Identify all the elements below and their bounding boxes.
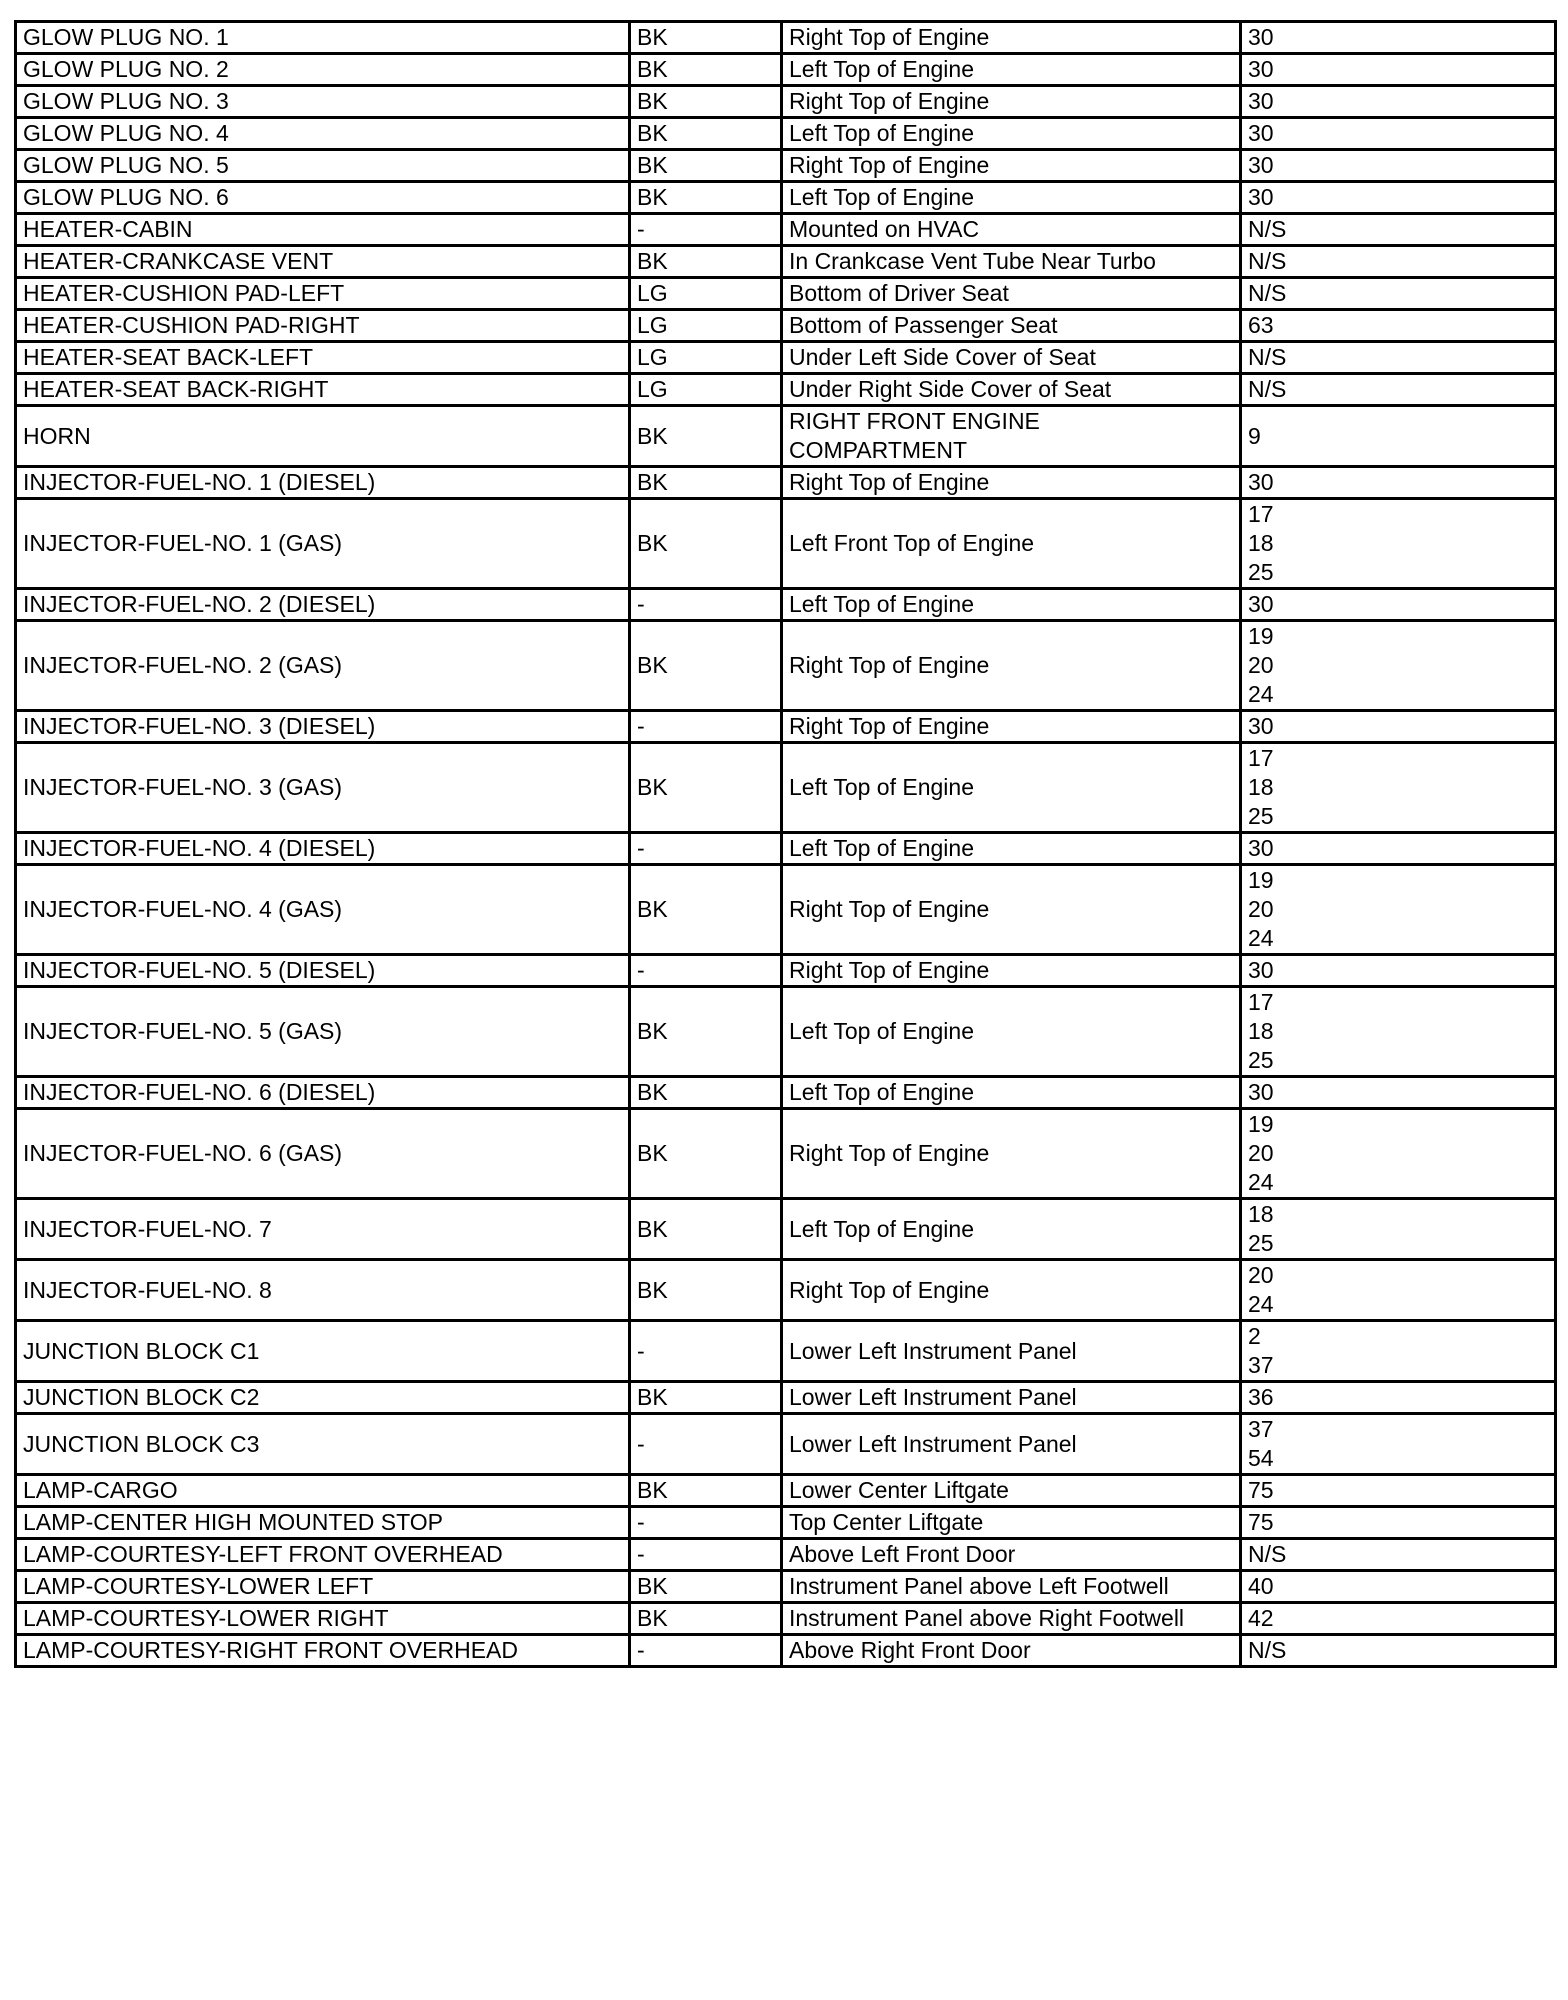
table-row: [16, 118, 1556, 150]
connector-color-cell: -: [630, 589, 782, 621]
table-body: [16, 22, 1556, 1667]
table-row: [16, 310, 1556, 342]
connector-color-cell: -: [630, 1635, 782, 1667]
table-row: [16, 1539, 1556, 1571]
component-location-cell: Right Top of Engine: [782, 955, 1241, 987]
component-location-cell: Left Top of Engine: [782, 118, 1241, 150]
component-location-cell: Left Top of Engine: [782, 1199, 1241, 1260]
table-row: [16, 1260, 1556, 1321]
component-location-cell: Left Top of Engine: [782, 1077, 1241, 1109]
figure-number-cell: N/S: [1241, 342, 1556, 374]
connector-color-cell: BK: [630, 865, 782, 955]
component-location-cell: Instrument Panel above Right Footwell: [782, 1603, 1241, 1635]
figure-number-cell: 63: [1241, 310, 1556, 342]
figure-number-cell: N/S: [1241, 1635, 1556, 1667]
connector-color-cell: BK: [630, 987, 782, 1077]
figure-number-cell: 30: [1241, 955, 1556, 987]
connector-location-page: [14, 20, 1554, 1668]
component-location-cell: Lower Left Instrument Panel: [782, 1382, 1241, 1414]
table-row: [16, 1603, 1556, 1635]
component-name-cell: INJECTOR-FUEL-NO. 5 (GAS): [16, 987, 630, 1077]
table-row: [16, 214, 1556, 246]
figure-number-cell: 30: [1241, 711, 1556, 743]
figure-number-cell: 19 20 24: [1241, 621, 1556, 711]
component-name-cell: LAMP-CENTER HIGH MOUNTED STOP: [16, 1507, 630, 1539]
component-location-cell: Left Top of Engine: [782, 589, 1241, 621]
figure-number-cell: 75: [1241, 1475, 1556, 1507]
figure-number-cell: 17 18 25: [1241, 743, 1556, 833]
figure-number-cell: 30: [1241, 22, 1556, 54]
component-name-cell: INJECTOR-FUEL-NO. 5 (DIESEL): [16, 955, 630, 987]
figure-number-cell: 40: [1241, 1571, 1556, 1603]
figure-number-cell: 2 37: [1241, 1321, 1556, 1382]
component-name-cell: GLOW PLUG NO. 4: [16, 118, 630, 150]
figure-number-cell: 30: [1241, 150, 1556, 182]
component-location-cell: Top Center Liftgate: [782, 1507, 1241, 1539]
component-location-cell: Right Top of Engine: [782, 1260, 1241, 1321]
connector-color-cell: BK: [630, 1077, 782, 1109]
connector-color-cell: BK: [630, 118, 782, 150]
connector-color-cell: BK: [630, 1571, 782, 1603]
table-row: [16, 1077, 1556, 1109]
connector-location-table: [14, 20, 1557, 1668]
connector-color-cell: BK: [630, 86, 782, 118]
table-row: [16, 246, 1556, 278]
component-location-cell: RIGHT FRONT ENGINE COMPARTMENT: [782, 406, 1241, 467]
table-row: [16, 987, 1556, 1077]
table-row: [16, 467, 1556, 499]
figure-number-cell: 36: [1241, 1382, 1556, 1414]
component-name-cell: JUNCTION BLOCK C2: [16, 1382, 630, 1414]
figure-number-cell: 30: [1241, 182, 1556, 214]
table-row: [16, 1109, 1556, 1199]
component-location-cell: Right Top of Engine: [782, 865, 1241, 955]
component-name-cell: HEATER-SEAT BACK-RIGHT: [16, 374, 630, 406]
table-row: [16, 833, 1556, 865]
connector-color-cell: LG: [630, 342, 782, 374]
figure-number-cell: N/S: [1241, 278, 1556, 310]
component-location-cell: Above Right Front Door: [782, 1635, 1241, 1667]
component-location-cell: Mounted on HVAC: [782, 214, 1241, 246]
table-row: [16, 1199, 1556, 1260]
figure-number-cell: N/S: [1241, 374, 1556, 406]
connector-color-cell: BK: [630, 1475, 782, 1507]
component-name-cell: INJECTOR-FUEL-NO. 1 (GAS): [16, 499, 630, 589]
component-name-cell: GLOW PLUG NO. 2: [16, 54, 630, 86]
table-row: [16, 1571, 1556, 1603]
component-name-cell: INJECTOR-FUEL-NO. 7: [16, 1199, 630, 1260]
component-name-cell: INJECTOR-FUEL-NO. 2 (DIESEL): [16, 589, 630, 621]
connector-color-cell: BK: [630, 1109, 782, 1199]
component-location-cell: Left Top of Engine: [782, 182, 1241, 214]
component-name-cell: LAMP-COURTESY-RIGHT FRONT OVERHEAD: [16, 1635, 630, 1667]
figure-number-cell: 42: [1241, 1603, 1556, 1635]
connector-color-cell: -: [630, 1414, 782, 1475]
component-name-cell: GLOW PLUG NO. 3: [16, 86, 630, 118]
table-row: [16, 621, 1556, 711]
connector-color-cell: BK: [630, 150, 782, 182]
table-row: [16, 499, 1556, 589]
component-name-cell: HEATER-CUSHION PAD-RIGHT: [16, 310, 630, 342]
figure-number-cell: 18 25: [1241, 1199, 1556, 1260]
table-row: [16, 182, 1556, 214]
connector-color-cell: -: [630, 711, 782, 743]
component-location-cell: Right Top of Engine: [782, 150, 1241, 182]
figure-number-cell: 9: [1241, 406, 1556, 467]
component-location-cell: Instrument Panel above Left Footwell: [782, 1571, 1241, 1603]
figure-number-cell: 19 20 24: [1241, 1109, 1556, 1199]
connector-color-cell: LG: [630, 278, 782, 310]
connector-color-cell: LG: [630, 310, 782, 342]
component-name-cell: LAMP-CARGO: [16, 1475, 630, 1507]
table-row: [16, 1382, 1556, 1414]
figure-number-cell: N/S: [1241, 246, 1556, 278]
table-row: [16, 711, 1556, 743]
component-name-cell: LAMP-COURTESY-LEFT FRONT OVERHEAD: [16, 1539, 630, 1571]
component-location-cell: Above Left Front Door: [782, 1539, 1241, 1571]
connector-color-cell: BK: [630, 1199, 782, 1260]
table-row: [16, 342, 1556, 374]
table-row: [16, 86, 1556, 118]
figure-number-cell: 37 54: [1241, 1414, 1556, 1475]
connector-color-cell: BK: [630, 499, 782, 589]
connector-color-cell: BK: [630, 1382, 782, 1414]
figure-number-cell: 30: [1241, 833, 1556, 865]
connector-color-cell: BK: [630, 406, 782, 467]
connector-color-cell: -: [630, 955, 782, 987]
figure-number-cell: 30: [1241, 1077, 1556, 1109]
component-location-cell: Right Top of Engine: [782, 1109, 1241, 1199]
component-name-cell: INJECTOR-FUEL-NO. 4 (GAS): [16, 865, 630, 955]
figure-number-cell: 75: [1241, 1507, 1556, 1539]
component-location-cell: Left Top of Engine: [782, 743, 1241, 833]
component-name-cell: GLOW PLUG NO. 5: [16, 150, 630, 182]
connector-color-cell: BK: [630, 54, 782, 86]
table-row: [16, 865, 1556, 955]
component-location-cell: Under Left Side Cover of Seat: [782, 342, 1241, 374]
figure-number-cell: 30: [1241, 86, 1556, 118]
component-location-cell: Right Top of Engine: [782, 711, 1241, 743]
component-location-cell: Left Top of Engine: [782, 54, 1241, 86]
table-row: [16, 589, 1556, 621]
component-name-cell: INJECTOR-FUEL-NO. 4 (DIESEL): [16, 833, 630, 865]
connector-color-cell: BK: [630, 22, 782, 54]
figure-number-cell: N/S: [1241, 1539, 1556, 1571]
figure-number-cell: 30: [1241, 589, 1556, 621]
connector-color-cell: BK: [630, 1260, 782, 1321]
component-location-cell: Under Right Side Cover of Seat: [782, 374, 1241, 406]
figure-number-cell: 17 18 25: [1241, 499, 1556, 589]
table-row: [16, 54, 1556, 86]
connector-color-cell: -: [630, 1507, 782, 1539]
component-name-cell: GLOW PLUG NO. 6: [16, 182, 630, 214]
connector-color-cell: BK: [630, 182, 782, 214]
component-location-cell: Left Top of Engine: [782, 987, 1241, 1077]
component-location-cell: Lower Left Instrument Panel: [782, 1321, 1241, 1382]
table-row: [16, 278, 1556, 310]
component-location-cell: Right Top of Engine: [782, 86, 1241, 118]
table-row: [16, 1635, 1556, 1667]
component-name-cell: HEATER-CUSHION PAD-LEFT: [16, 278, 630, 310]
component-name-cell: JUNCTION BLOCK C1: [16, 1321, 630, 1382]
figure-number-cell: 30: [1241, 54, 1556, 86]
figure-number-cell: 30: [1241, 118, 1556, 150]
figure-number-cell: 20 24: [1241, 1260, 1556, 1321]
component-name-cell: INJECTOR-FUEL-NO. 3 (DIESEL): [16, 711, 630, 743]
figure-number-cell: 30: [1241, 467, 1556, 499]
table-row: [16, 374, 1556, 406]
component-location-cell: Right Top of Engine: [782, 22, 1241, 54]
component-name-cell: INJECTOR-FUEL-NO. 2 (GAS): [16, 621, 630, 711]
table-row: [16, 955, 1556, 987]
connector-color-cell: BK: [630, 621, 782, 711]
table-row: [16, 1414, 1556, 1475]
figure-number-cell: 17 18 25: [1241, 987, 1556, 1077]
component-location-cell: Bottom of Driver Seat: [782, 278, 1241, 310]
component-name-cell: INJECTOR-FUEL-NO. 6 (DIESEL): [16, 1077, 630, 1109]
component-name-cell: LAMP-COURTESY-LOWER LEFT: [16, 1571, 630, 1603]
connector-color-cell: LG: [630, 374, 782, 406]
connector-color-cell: BK: [630, 246, 782, 278]
component-name-cell: HEATER-CRANKCASE VENT: [16, 246, 630, 278]
component-location-cell: Lower Left Instrument Panel: [782, 1414, 1241, 1475]
table-row: [16, 406, 1556, 467]
figure-number-cell: 19 20 24: [1241, 865, 1556, 955]
component-name-cell: HEATER-SEAT BACK-LEFT: [16, 342, 630, 374]
connector-color-cell: -: [630, 1321, 782, 1382]
component-name-cell: HEATER-CABIN: [16, 214, 630, 246]
connector-color-cell: -: [630, 833, 782, 865]
connector-color-cell: BK: [630, 1603, 782, 1635]
connector-color-cell: BK: [630, 467, 782, 499]
component-location-cell: Right Top of Engine: [782, 467, 1241, 499]
component-location-cell: Left Top of Engine: [782, 833, 1241, 865]
table-row: [16, 743, 1556, 833]
component-location-cell: In Crankcase Vent Tube Near Turbo: [782, 246, 1241, 278]
component-name-cell: HORN: [16, 406, 630, 467]
component-name-cell: INJECTOR-FUEL-NO. 6 (GAS): [16, 1109, 630, 1199]
component-name-cell: INJECTOR-FUEL-NO. 8: [16, 1260, 630, 1321]
component-location-cell: Lower Center Liftgate: [782, 1475, 1241, 1507]
table-row: [16, 22, 1556, 54]
connector-color-cell: -: [630, 1539, 782, 1571]
component-location-cell: Right Top of Engine: [782, 621, 1241, 711]
table-row: [16, 150, 1556, 182]
table-row: [16, 1507, 1556, 1539]
component-name-cell: INJECTOR-FUEL-NO. 3 (GAS): [16, 743, 630, 833]
component-location-cell: Bottom of Passenger Seat: [782, 310, 1241, 342]
connector-color-cell: BK: [630, 743, 782, 833]
table-row: [16, 1321, 1556, 1382]
component-name-cell: LAMP-COURTESY-LOWER RIGHT: [16, 1603, 630, 1635]
component-name-cell: GLOW PLUG NO. 1: [16, 22, 630, 54]
connector-color-cell: -: [630, 214, 782, 246]
table-row: [16, 1475, 1556, 1507]
figure-number-cell: N/S: [1241, 214, 1556, 246]
component-name-cell: JUNCTION BLOCK C3: [16, 1414, 630, 1475]
component-location-cell: Left Front Top of Engine: [782, 499, 1241, 589]
component-name-cell: INJECTOR-FUEL-NO. 1 (DIESEL): [16, 467, 630, 499]
